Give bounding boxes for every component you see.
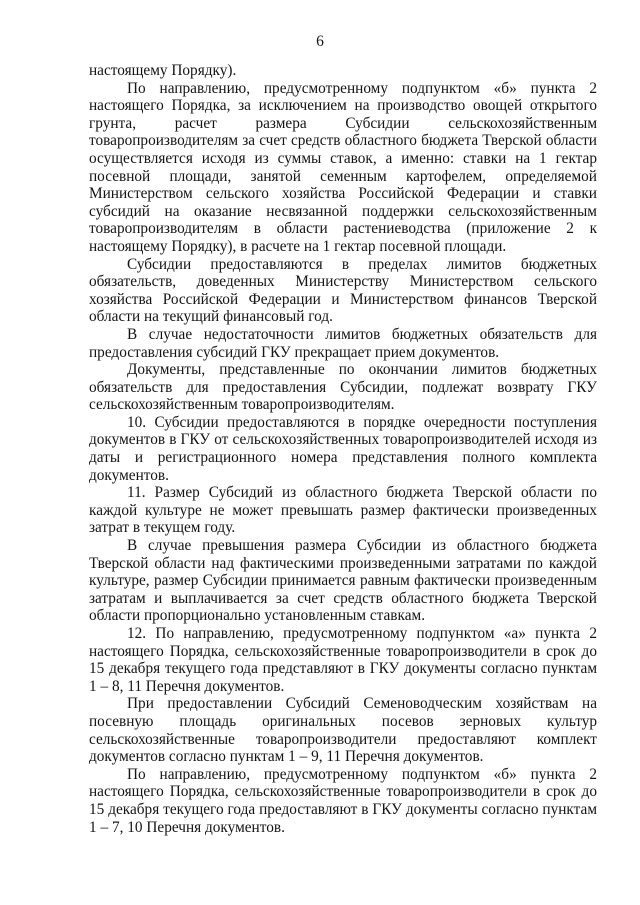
paragraph: 10. Субсидии предоставляются в порядке очередности поступления документов в ГКУ от сельскохозяйственных товаропроизводителей исходя из даты и регистрационного номера представления полного комплекта документов.	[89, 413, 597, 484]
paragraph: настоящему Порядку).	[89, 62, 237, 79]
paragraph: 12. По направлению, предусмотренному подпунктом «а» пункта 2 настоящего Порядка, сельскохозяйственные товаропроизводители в срок до 15 декабря текущего года представляют в ГКУ документы согласно пунктам 1 – 8, 11 Перечня документов.	[89, 625, 597, 695]
paragraph: 11. Размер Субсидий из областного бюджета Тверской области по каждой культуре не может превышать размер фактически произведенных затрат в текущем году.	[89, 484, 597, 537]
paragraph: Субсидии предоставляются в пределах лимитов бюджетных обязательств, доведенных Министерству Министерством сельского хозяйства Российской Федерации и Министерством финансов Тверской области на текущий финансовый год.	[89, 255, 597, 326]
paragraph: В случае недостаточности лимитов бюджетных обязательств для предоставления субсидий ГКУ прекращает прием документов.	[89, 325, 597, 361]
paragraph: По направлению, предусмотренному подпунктом «б» пункта 2 настоящего Порядка, сельскохозяйственные товаропроизводители в срок до 15 декабря текущего года предоставляют в ГКУ документы согласно пунктам 1 – 7, 10 Перечня документов.	[89, 765, 597, 836]
document-body	[89, 62, 597, 836]
paragraph: При предоставлении Субсидий Семеноводческим хозяйствам на посевную площадь оригинальных посевов зерновых культур сельскохозяйственные товаропроизводители предоставляют комплект документов согласно пунктам 1 – 9, 11 Перечня документов.	[89, 695, 597, 766]
paragraph: В случае превышения размера Субсидии из областного бюджета Тверской области над фактическими произведенными затратами по каждой культуре, размер Субсидии принимается равным фактически произведенным затратам и выплачивается за счет средств областного бюджета Тверской области пропорционально установленным ставкам.	[89, 537, 597, 625]
page-number: 6	[316, 33, 324, 50]
paragraph: По направлению, предусмотренному подпунктом «б» пункта 2 настоящего Порядка, за исключением на производство овощей открытого грунта, расчет размера Субсидии сельскохозяйственным товаропроизводителям за счет средств областного бюджета Тверской области осуществляется исходя из суммы ставок, а именно: ставки на 1 гектар посевной площади, занятой семенным картофелем, определяемой Министерством сельского хозяйства Российской Федерации и ставки субсидий на оказание несвязанной поддержки сельскохозяйственным товаропроизводителям в области растениеводства (приложение 2 к настоящему Порядку), в расчете на 1 гектар посевной площади.	[89, 79, 597, 255]
paragraph: Документы, представленные по окончании лимитов бюджетных обязательств для предоставления Субсидии, подлежат возврату ГКУ сельскохозяйственным товаропроизводителям.	[89, 361, 597, 414]
